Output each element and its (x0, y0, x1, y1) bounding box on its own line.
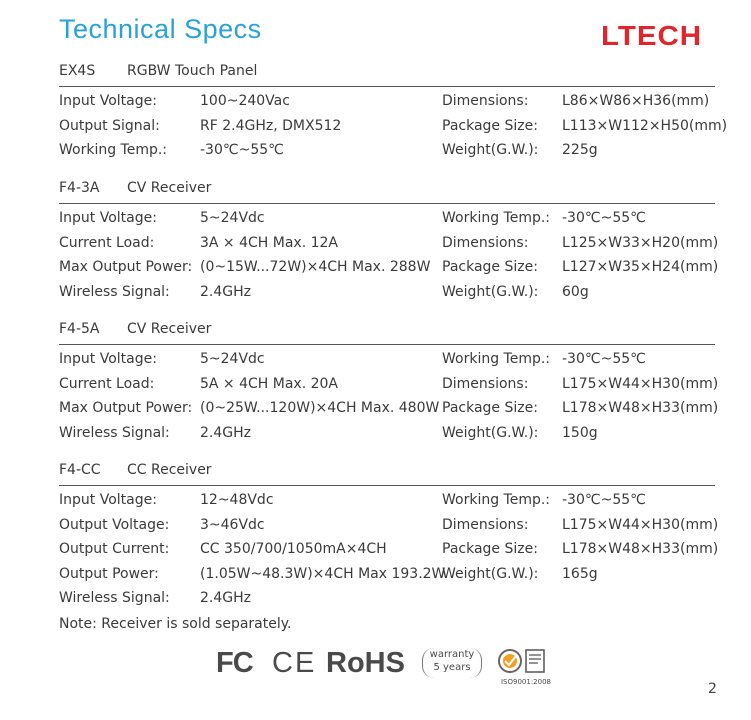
spec-value: (1.05W~48.3W)×4CH Max 193.2W (200, 565, 446, 582)
spec-label: Current Load: (59, 234, 155, 251)
spec-label: Package Size: (442, 400, 538, 416)
spec-label: Package Size: (442, 259, 538, 275)
spec-label: Input Voltage: (59, 210, 157, 226)
spec-value: 2.4GHz (200, 424, 251, 441)
spec-label: Wireless Signal: (59, 590, 170, 606)
fcc-logo-icon: FC (216, 647, 253, 679)
spec-row (0, 142, 751, 164)
spec-label: Output Power: (59, 565, 159, 582)
spec-value: 12~48Vdc (200, 492, 274, 508)
spec-row (0, 93, 751, 115)
spec-value: L125×W33×H20(mm) (562, 234, 719, 251)
warranty-line2: 5 years (433, 662, 471, 673)
spec-row (0, 400, 751, 422)
spec-value: 5~24Vdc (200, 210, 265, 226)
spec-label: Package Size: (442, 117, 538, 134)
section-header (59, 63, 257, 79)
model-name: F4-5A (59, 321, 100, 337)
model-name: F4-CC (59, 462, 101, 478)
spec-value: -30℃~55℃ (200, 142, 284, 158)
section-divider (59, 344, 715, 345)
spec-row (0, 492, 751, 514)
spec-value: 2.4GHz (200, 590, 251, 606)
spec-row (0, 425, 751, 447)
spec-label: Input Voltage: (59, 351, 157, 367)
spec-row (0, 376, 751, 398)
warranty-badge-icon (422, 648, 482, 678)
spec-value: 5A × 4CH Max. 20A (200, 375, 339, 392)
section-header (59, 321, 211, 337)
spec-label: Max Output Power: (59, 400, 193, 416)
spec-label: Working Temp.: (442, 351, 551, 367)
spec-row (0, 351, 751, 373)
spec-value: 3A × 4CH Max. 12A (200, 234, 339, 251)
spec-row (0, 517, 751, 539)
spec-label: Input Voltage: (59, 492, 157, 508)
spec-value: 150g (562, 424, 598, 441)
section-header (59, 180, 211, 196)
spec-value: L113×W112×H50(mm) (562, 117, 728, 134)
spec-label: Working Temp.: (59, 142, 168, 158)
spec-label: Dimensions: (442, 375, 529, 392)
spec-value: (0~25W...120W)×4CH Max. 480W (200, 400, 440, 416)
spec-value: 100~240Vac (200, 93, 290, 109)
spec-row (0, 566, 751, 588)
spec-value: 5~24Vdc (200, 351, 265, 367)
section-divider (59, 203, 715, 204)
spec-label: Dimensions: (442, 93, 529, 109)
section-header (59, 462, 212, 478)
spec-label: Weight(G.W.): (442, 283, 539, 300)
model-description: CC Receiver (127, 462, 212, 478)
spec-value: CC 350/700/1050mA×4CH (200, 541, 387, 557)
spec-label: Output Voltage: (59, 516, 170, 533)
spec-value: -30℃~55℃ (562, 492, 646, 508)
spec-value: 225g (562, 142, 598, 158)
spec-label: Current Load: (59, 375, 155, 392)
spec-value: -30℃~55℃ (562, 351, 646, 367)
model-description: CV Receiver (127, 321, 212, 337)
spec-value: (0~15W...72W)×4CH Max. 288W (200, 259, 431, 275)
spec-row (0, 118, 751, 140)
iso-certification-icon (496, 647, 552, 685)
section-divider (59, 86, 715, 87)
iso-seal-icon (496, 647, 552, 677)
spec-value: L127×W35×H24(mm) (562, 259, 719, 275)
spec-label: Dimensions: (442, 234, 529, 251)
spec-label: Output Current: (59, 541, 170, 557)
note-text: Note: Receiver is sold separately. (59, 616, 292, 632)
spec-row (0, 590, 751, 612)
iso-label: ISO9001:2008 (500, 678, 551, 686)
spec-row (0, 259, 751, 281)
warranty-line1: warranty (429, 649, 475, 660)
spec-label: Wireless Signal: (59, 283, 170, 300)
spec-row (0, 235, 751, 257)
section-divider (59, 485, 715, 486)
spec-label: Dimensions: (442, 516, 529, 533)
spec-value: L175×W44×H30(mm) (562, 375, 719, 392)
spec-value: L178×W48×H33(mm) (562, 541, 719, 557)
page-title: Technical Specs (59, 14, 262, 44)
spec-value: L175×W44×H30(mm) (562, 516, 719, 533)
spec-label: Working Temp.: (442, 210, 551, 226)
model-name: EX4S (59, 63, 96, 79)
page-number: 2 (708, 681, 717, 697)
spec-label: Input Voltage: (59, 93, 157, 109)
spec-value: 2.4GHz (200, 283, 251, 300)
spec-row (0, 284, 751, 306)
spec-row (0, 210, 751, 232)
spec-value: RF 2.4GHz, DMX512 (200, 117, 342, 134)
spec-value: L178×W48×H33(mm) (562, 400, 719, 416)
spec-label: Weight(G.W.): (442, 565, 539, 582)
spec-value: 165g (562, 565, 598, 582)
spec-label: Max Output Power: (59, 259, 193, 275)
spec-label: Output Signal: (59, 117, 160, 134)
spec-label: Wireless Signal: (59, 424, 170, 441)
brand-logo: LTECH (601, 20, 703, 51)
spec-value: -30℃~55℃ (562, 210, 646, 226)
spec-value: 60g (562, 283, 589, 300)
spec-row (0, 541, 751, 563)
spec-label: Package Size: (442, 541, 538, 557)
spec-value: 3~46Vdc (200, 516, 265, 533)
spec-label: Weight(G.W.): (442, 142, 539, 158)
spec-label: Working Temp.: (442, 492, 551, 508)
rohs-logo-icon: RoHS (326, 647, 405, 679)
model-name: F4-3A (59, 180, 100, 196)
model-description: RGBW Touch Panel (127, 63, 258, 79)
model-description: CV Receiver (127, 180, 212, 196)
spec-label: Weight(G.W.): (442, 424, 539, 441)
spec-value: L86×W86×H36(mm) (562, 93, 710, 109)
ce-logo-icon: CE (272, 647, 317, 679)
